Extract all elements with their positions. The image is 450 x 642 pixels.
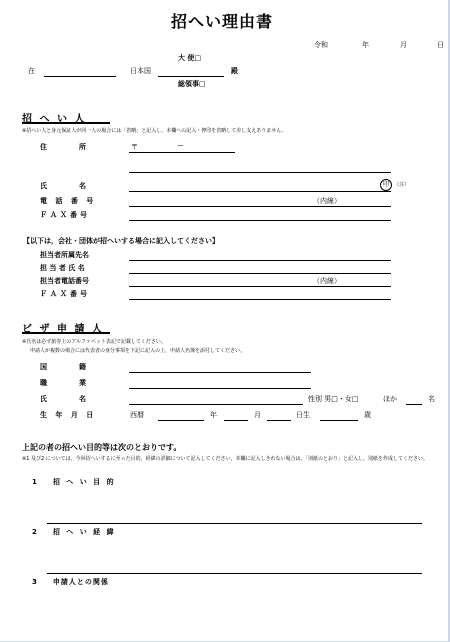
purpose-item-2-line[interactable] xyxy=(47,573,422,574)
purpose-note: ※1 及び2 については，今回招へいするに至った目的，経緯の詳細について記入してください。本欄に記入しきれない場合は，「別紙のとおり」と記入し，別紙を作成してください。 xyxy=(22,456,429,462)
inviter-phone-line[interactable] xyxy=(129,206,391,207)
age-line[interactable] xyxy=(320,420,358,421)
inviter-fax-line[interactable] xyxy=(129,220,391,221)
company-heading: 【以下は，会社・団体が招へいする場合に記入してください】 xyxy=(23,237,219,245)
addressee-location-line[interactable] xyxy=(44,76,116,77)
seal-icon: 印 xyxy=(380,179,392,191)
company-person-label: 担 当 者 氏 名 xyxy=(40,264,85,272)
postal-code-line[interactable] xyxy=(129,152,235,153)
applicant-note-2: 申請人が複数の場合には代表者の身分事項を下記に記入の上，申請人名簿を添付してください。 xyxy=(30,348,246,354)
date-era: 令和 xyxy=(314,41,328,49)
company-person-line[interactable] xyxy=(129,273,391,274)
occupation-line[interactable] xyxy=(129,388,311,389)
applicant-name-label: 氏 名 xyxy=(40,395,92,403)
others-count-line[interactable] xyxy=(406,404,422,405)
addressee-honorific: 殿 xyxy=(231,67,238,75)
date-month: 月 xyxy=(400,41,407,49)
purpose-item-3: 3 申請人との関係 xyxy=(32,578,109,586)
company-dept-label: 担当者所属先名 xyxy=(40,251,89,259)
addressee-prefix: 在 xyxy=(28,67,35,75)
others-label: ほか xyxy=(383,395,397,403)
ambassador-checkbox[interactable]: □ xyxy=(194,54,202,62)
dob-day: 日生 xyxy=(296,411,310,419)
date-year: 年 xyxy=(362,41,369,49)
nationality-line[interactable] xyxy=(129,372,311,373)
dob-label: 生 年 月 日 xyxy=(40,411,97,419)
count-unit: 名 xyxy=(428,395,435,403)
seal-note: （注） xyxy=(394,182,410,188)
consul-checkbox[interactable]: □ xyxy=(199,80,206,88)
inviter-name-label: 氏 名 xyxy=(40,182,92,190)
inviter-note: ※招へい人と身元保証人が同一人の場合には「省略」と記入し，本欄への記入・押印を省略して差し支えありません。 xyxy=(22,128,287,134)
purpose-item-1: 1 招 へ い 目 的 xyxy=(32,478,116,486)
inviter-fax-label: ＦＡＸ番号 xyxy=(40,211,90,219)
postal-prefix: 〒 xyxy=(131,143,138,151)
page-title: 招へい理由書 xyxy=(171,12,274,31)
inviter-name-line[interactable] xyxy=(129,191,391,192)
inviter-heading: 招 へ い 人 xyxy=(22,114,87,125)
dob-month-line[interactable] xyxy=(224,420,248,421)
applicant-name-line[interactable] xyxy=(129,404,303,405)
company-phone-label: 担当者電話番号 xyxy=(40,277,89,285)
nationality-label: 国 籍 xyxy=(40,363,92,371)
addressee-country: 日本国 xyxy=(130,67,151,75)
inviter-heading-underline xyxy=(22,122,110,124)
dob-month: 月 xyxy=(254,411,261,419)
dob-year-line[interactable] xyxy=(158,420,204,421)
seal-mark xyxy=(380,179,409,191)
gender-select[interactable]: 性別 男□・女□ xyxy=(308,395,359,403)
date-day: 日 xyxy=(437,41,444,49)
calendar-label: 西暦 xyxy=(130,411,144,419)
purpose-item-2: 2 招 へ い 経 緯 xyxy=(32,528,116,536)
postal-dash: ー xyxy=(177,142,184,150)
company-dept-line[interactable] xyxy=(129,260,391,261)
company-phone-line[interactable] xyxy=(129,286,391,287)
occupation-label: 職 業 xyxy=(40,379,92,387)
inviter-address-line[interactable] xyxy=(129,172,391,173)
inviter-address-label: 住 所 xyxy=(40,143,92,151)
consul-label: 総領事□ xyxy=(178,80,206,88)
dob-day-line[interactable] xyxy=(267,420,291,421)
purpose-item-1-line[interactable] xyxy=(47,523,422,524)
age-label: 歳 xyxy=(364,411,371,419)
ambassador-label: 大 使□ xyxy=(178,54,202,62)
company-fax-line[interactable] xyxy=(129,299,391,300)
applicant-heading-underline xyxy=(22,332,110,334)
company-fax-label: ＦＡＸ番号 xyxy=(40,290,90,298)
addressee-city-line[interactable] xyxy=(158,76,224,77)
inviter-phone-label: 電 話 番 号 xyxy=(40,197,97,205)
purpose-heading: 上記の者の招へい目的等は次のとおりです。 xyxy=(22,443,182,452)
dob-year: 年 xyxy=(210,411,217,419)
inviter-extension: （内線） xyxy=(313,197,341,205)
applicant-note-1: ※氏名は必ず旅券上のアルファベット表記で記載してください。 xyxy=(22,339,166,345)
company-extension: （内線） xyxy=(313,277,341,285)
applicant-heading: ビ ザ 申 請 人 xyxy=(22,324,104,335)
